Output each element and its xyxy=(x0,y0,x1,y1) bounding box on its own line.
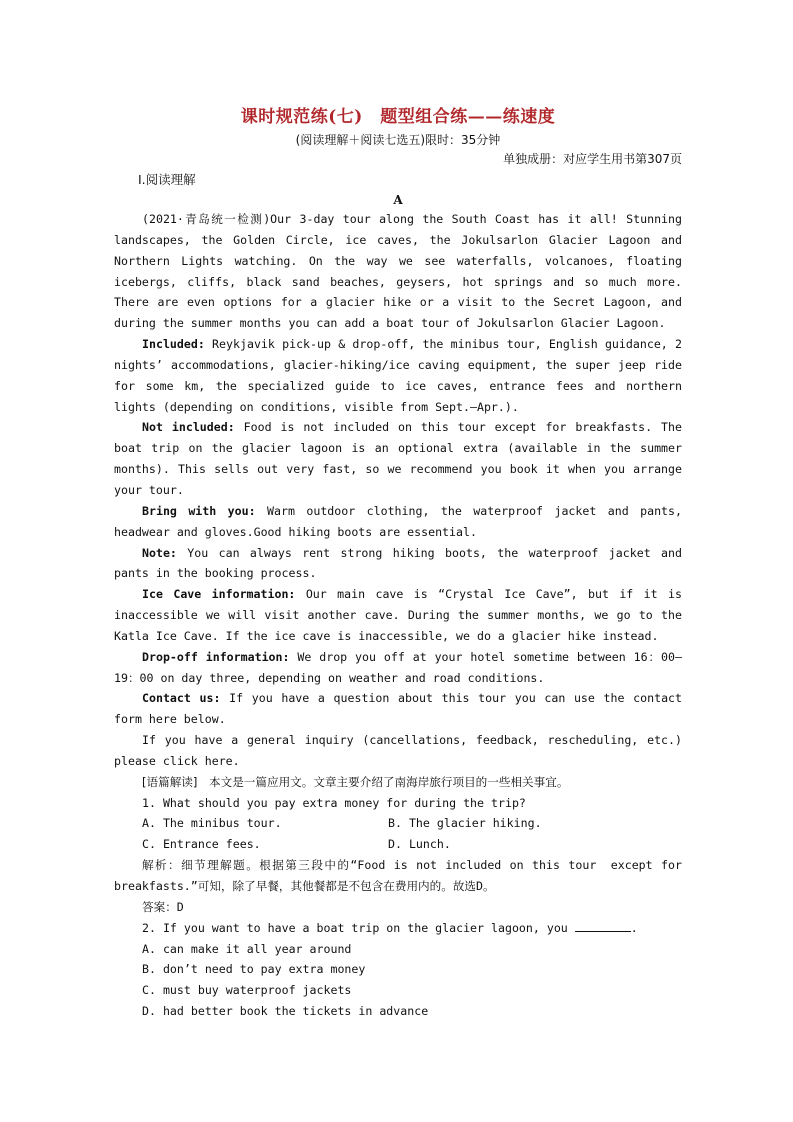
question-1-option-c[interactable]: C. Entrance fees. xyxy=(142,837,261,852)
passage-drop-off xyxy=(114,647,682,689)
contact-text: If you have a question about this tour you can use the contact form here below. xyxy=(114,691,683,727)
question-2-stem-end: . xyxy=(630,920,638,935)
question-1-option-a[interactable]: A. The minibus tour. xyxy=(142,816,282,831)
question-2-stem-text: 2. If you want to have a boat trip on the glacier lagoon, you xyxy=(142,920,575,935)
bring-text: Warm outdoor clothing, the waterproof jacket and pants, headwear and gloves.Good hiking boots are essential. xyxy=(114,503,683,539)
question-1-option-d[interactable]: D. Lunch. xyxy=(388,837,451,852)
question-2-option-d[interactable]: D. had better book the tickets in advance xyxy=(142,1004,429,1019)
not-included-label: Not included: xyxy=(142,420,235,435)
section-heading: Ⅰ.阅读理解 xyxy=(138,172,196,187)
passage-bring xyxy=(114,501,682,543)
page-title: 课时规范练(七) 题型组合练——练速度 xyxy=(240,107,556,127)
passage-included xyxy=(114,334,682,417)
question-2-option-c[interactable]: C. must buy waterproof jackets xyxy=(142,983,352,998)
included-text: Reykjavik pick-up & drop-off, the minibus tour, English guidance, 2 nights’ accommodations, glacier-hiking/ice caving equipment, the super jeep ride for some km, the specialized guide to ice caves, entrance fees and northern lights (depending on conditions, visible from Sept.—Apr.). xyxy=(114,337,682,414)
question-1-explanation: 解析：细节理解题。根据第三段中的“Food is not included on this tour except for breakfasts.”可知，除了早餐，其他餐都是不包含在费用内的。故选D。 xyxy=(114,858,682,893)
question-2-option-a[interactable]: A. can make it all year around xyxy=(142,941,352,956)
passage-analysis xyxy=(114,772,682,793)
note-label: Note: xyxy=(142,545,177,560)
passage-label: A xyxy=(393,193,403,207)
note-text: You can always rent strong hiking boots, the waterproof jacket and pants in the booking process. xyxy=(114,545,682,581)
document-page xyxy=(114,103,682,1022)
analysis-text: 本文是一篇应用文。文章主要介绍了南海岸旅行项目的一些相关事宜。 xyxy=(197,774,569,789)
bring-label: Bring with you: xyxy=(142,503,256,518)
analysis-label: [语篇解读] xyxy=(142,774,198,789)
passage-inquiry: If you have a general inquiry (cancellations, feedback, rescheduling, etc.) please click here. xyxy=(114,733,682,768)
included-label: Included: xyxy=(142,337,205,352)
question-2-stem xyxy=(114,918,682,939)
question-1-options-row-1 xyxy=(114,813,682,834)
contact-label: Contact us: xyxy=(142,691,221,706)
question-2-option-b[interactable]: B. don’t need to pay extra money xyxy=(142,962,366,977)
ice-cave-label: Ice Cave information: xyxy=(142,587,296,602)
time-limit-subtitle: (阅读理解＋阅读七选五)限时：35分钟 xyxy=(295,133,501,147)
passage-note xyxy=(114,543,682,585)
question-1-options-row-2 xyxy=(114,834,682,855)
question-1-stem: 1. What should you pay extra money for during the trip? xyxy=(142,795,526,810)
question-1-option-b[interactable]: B. The glacier hiking. xyxy=(388,816,542,831)
passage-ice-cave xyxy=(114,584,682,647)
passage-not-included xyxy=(114,417,682,500)
question-1-answer: 答案：D xyxy=(142,899,184,914)
book-reference: 单独成册：对应学生用书第307页 xyxy=(503,152,682,166)
answer-blank[interactable] xyxy=(575,919,631,932)
ice-cave-text: Our main cave is “Crystal Ice Cave”, but if it is inaccessible we will visit another cave. During the summer months, we go to the Katla Ice Cave. If the ice cave is inaccessible, we do a glacier hike instead. xyxy=(114,587,682,643)
not-included-text: Food is not included on this tour except for breakfasts. The boat trip on the glacier lagoon is an optional extra (available in the summer months). This sells out very fast, so we recommend you book it when you arrange your tour. xyxy=(114,420,682,497)
drop-off-label: Drop-off information: xyxy=(142,649,290,664)
drop-off-text: We drop you off at your hotel sometime between 16：00—19：00 on day three, depending on weather and road conditions. xyxy=(114,649,682,685)
passage-contact xyxy=(114,688,682,730)
passage-intro: (2021·青岛统一检测)Our 3-day tour along the South Coast has it all! Stunning landscapes, the Golden Circle, ice caves, the Jokulsarlon Glacier Lagoon and Northern Lights watching. On the way we see waterfalls, volcanoes, floating icebergs, cliffs, black sand beaches, geysers, hot springs and so much more. There are even options for a glacier hike or a visit to the Secret Lagoon, and during the summer months you can add a boat tour of Jokulsarlon Glacier Lagoon. xyxy=(114,212,682,331)
